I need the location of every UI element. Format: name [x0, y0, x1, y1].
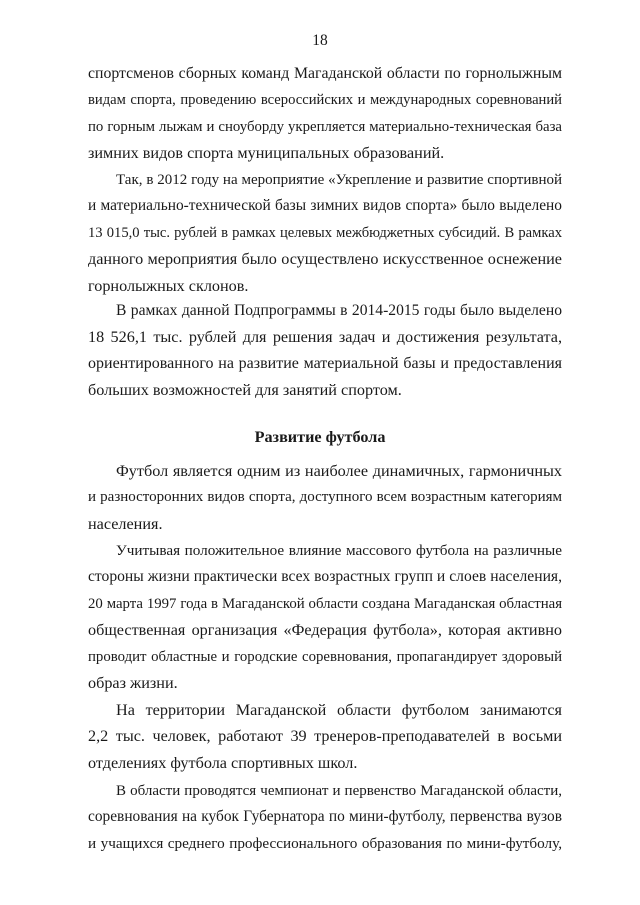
text-line: зимних видов спорта муниципальных образований.	[88, 144, 445, 163]
text-line: В области проводятся чемпионат и первенство Магаданской области,	[116, 783, 562, 799]
section-paragraph-4	[88, 778, 562, 857]
text-line: по горным лыжам и сноуборду укрепляется материально-техническая база	[88, 118, 562, 135]
paragraph-2	[88, 167, 562, 299]
section-paragraph-1	[88, 458, 562, 537]
paragraph-1	[88, 61, 562, 167]
text-line: 18 526,1 тыс. рублей для решения задач и достижения результата,	[88, 328, 562, 347]
text-line: горнолыжных склонов.	[88, 276, 249, 295]
text-line: соревнования на кубок Губернатора по мини-футболу, первенства вузов	[88, 808, 562, 826]
text-line: Так, в 2012 году на мероприятие «Укрепление и развитие спортивной	[116, 172, 562, 188]
text-line: проводит областные и городские соревнования, пропагандирует здоровый	[88, 648, 562, 665]
text-line: образ жизни.	[88, 673, 178, 692]
section-paragraph-3	[88, 697, 562, 776]
text-line: 20 марта 1997 года в Магаданской области создана Магаданская областная	[88, 595, 562, 612]
text-line: стороны жизни практически всех возрастных групп и слоев населения,	[88, 568, 562, 586]
text-line: спортсменов сборных команд Магаданской области по горнолыжным	[88, 65, 562, 82]
text-line: данного мероприятия было осуществлено искусственное оснежение	[88, 250, 562, 269]
text-line: и материально-технической базы зимних видов спорта» было выделено	[88, 197, 562, 215]
text-line: населения.	[88, 514, 163, 533]
paragraph-3	[88, 298, 562, 404]
section-heading: Развитие футбола	[254, 428, 386, 446]
page-number: 18	[312, 32, 328, 49]
text-line: В рамках данной Подпрограммы в 2014-2015 годы было выделено	[116, 302, 562, 319]
text-line: На территории Магаданской области футболом занимаются	[116, 701, 562, 719]
text-line: 2,2 тыс. человек, работают 39 тренеров-преподавателей в восьми	[88, 727, 562, 746]
text-line: Футбол является одним из наиболее динамичных, гармоничных	[116, 462, 562, 480]
text-line: 13 015,0 тыс. рублей в рамках целевых межбюджетных субсидий. В рамках	[88, 224, 562, 241]
text-line: видам спорта, проведению всероссийских и международных соревнований	[88, 92, 562, 109]
text-line: и учащихся среднего профессионального образования по мини-футболу,	[88, 834, 562, 852]
section-paragraph-2	[88, 538, 562, 696]
text-line: Учитывая положительное влияние массового футбола на различные	[116, 542, 562, 559]
text-line: больших возможностей для занятий спортом.	[88, 381, 402, 400]
text-line: и разносторонних видов спорта, доступного всем возрастным категориям	[88, 489, 562, 506]
text-line: отделениях футбола спортивных школ.	[88, 753, 358, 772]
text-line: ориентированного на развитие материальной базы и предоставления	[88, 354, 562, 372]
text-line: общественная организация «Федерация футбола», которая активно	[88, 621, 562, 640]
